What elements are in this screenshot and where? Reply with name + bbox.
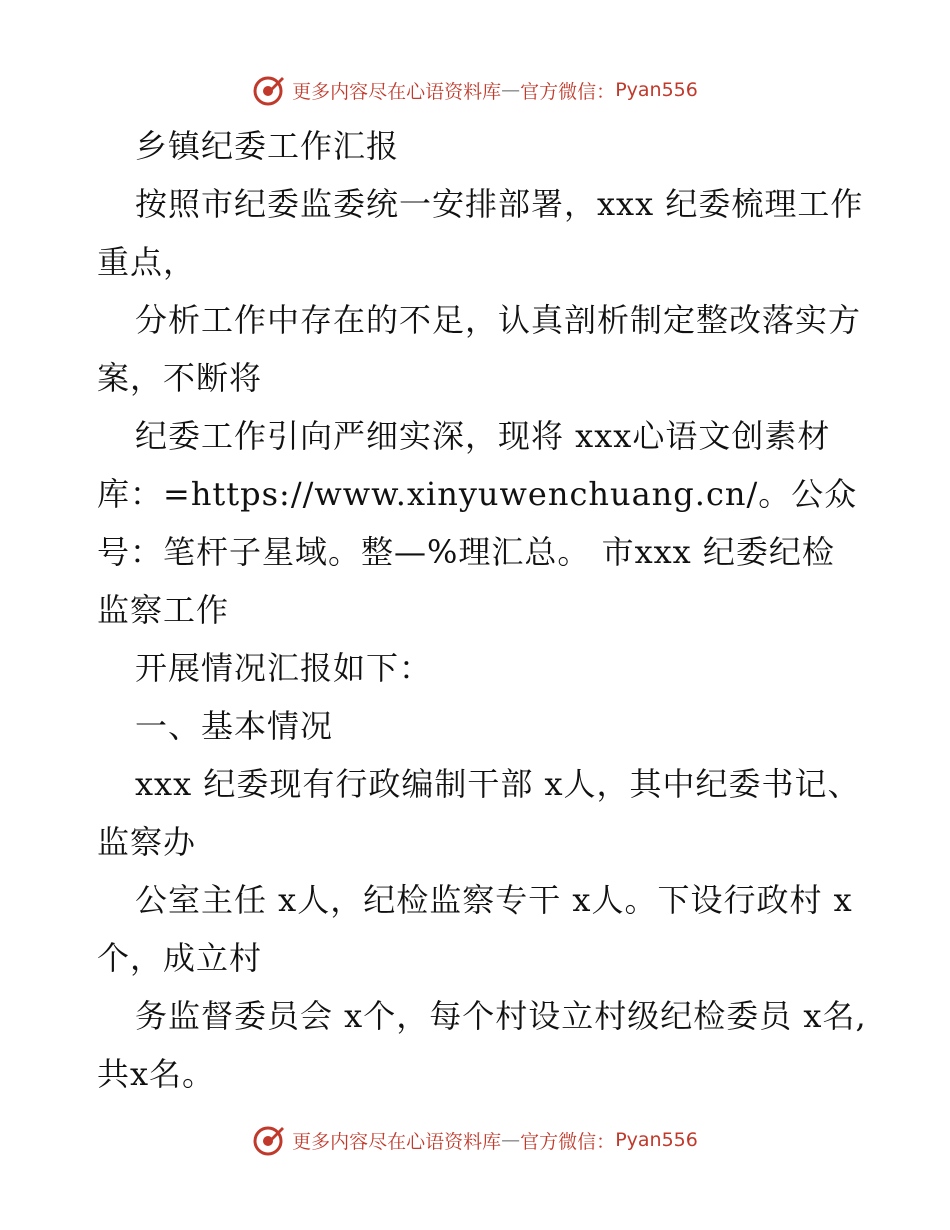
paragraph-4: 开展情况汇报如下：: [135, 649, 433, 687]
header-watermark-banner: [0, 70, 950, 110]
footer-watermark-banner: [0, 1120, 950, 1160]
banner-dash: —: [501, 79, 521, 101]
banner-wechat-id: Pyan556: [615, 79, 698, 101]
paragraph-1: 按照市纪委监委统一安排部署，xxx 纪委梳理工作重点，: [97, 185, 864, 281]
banner-prefix-text: 更多内容尽在心语资料库: [292, 1130, 502, 1153]
banner-prefix-text: 更多内容尽在心语资料库: [292, 80, 502, 103]
document-body: [97, 117, 867, 1103]
paragraph-6: 公室主任 x人，纪检监察专干 x人。下设行政村 x个，成立村: [97, 881, 853, 977]
pen-logo-icon: [252, 73, 286, 107]
document-title: 乡镇纪委工作汇报: [135, 127, 400, 165]
banner-wechat-id: Pyan556: [615, 1129, 698, 1151]
paragraph-7: 务监督委员会 x个，每个村设立村级纪检委员 x名,共x名。: [97, 997, 867, 1093]
section-heading-basic: 一、基本情况: [135, 707, 334, 745]
paragraph-2: 分析工作中存在的不足，认真剖析制定整改落实方案，不断将: [97, 301, 862, 397]
paragraph-5: xxx 纪委现有行政编制干部 x人，其中纪委书记、监察办: [97, 765, 861, 861]
banner-suffix-text: 官方微信：: [520, 80, 616, 103]
pen-logo-icon: [252, 1123, 286, 1157]
banner-dash: —: [501, 1129, 521, 1151]
banner-suffix-text: 官方微信：: [520, 1130, 616, 1153]
paragraph-3: 纪委工作引向严细实深，现将 xxx心语文创素材库：=https://www.xinyuwenchuang.cn/。公众号：笔杆子星域。整—%理汇总。 市xxx 纪委纪检监察工作: [97, 417, 858, 629]
